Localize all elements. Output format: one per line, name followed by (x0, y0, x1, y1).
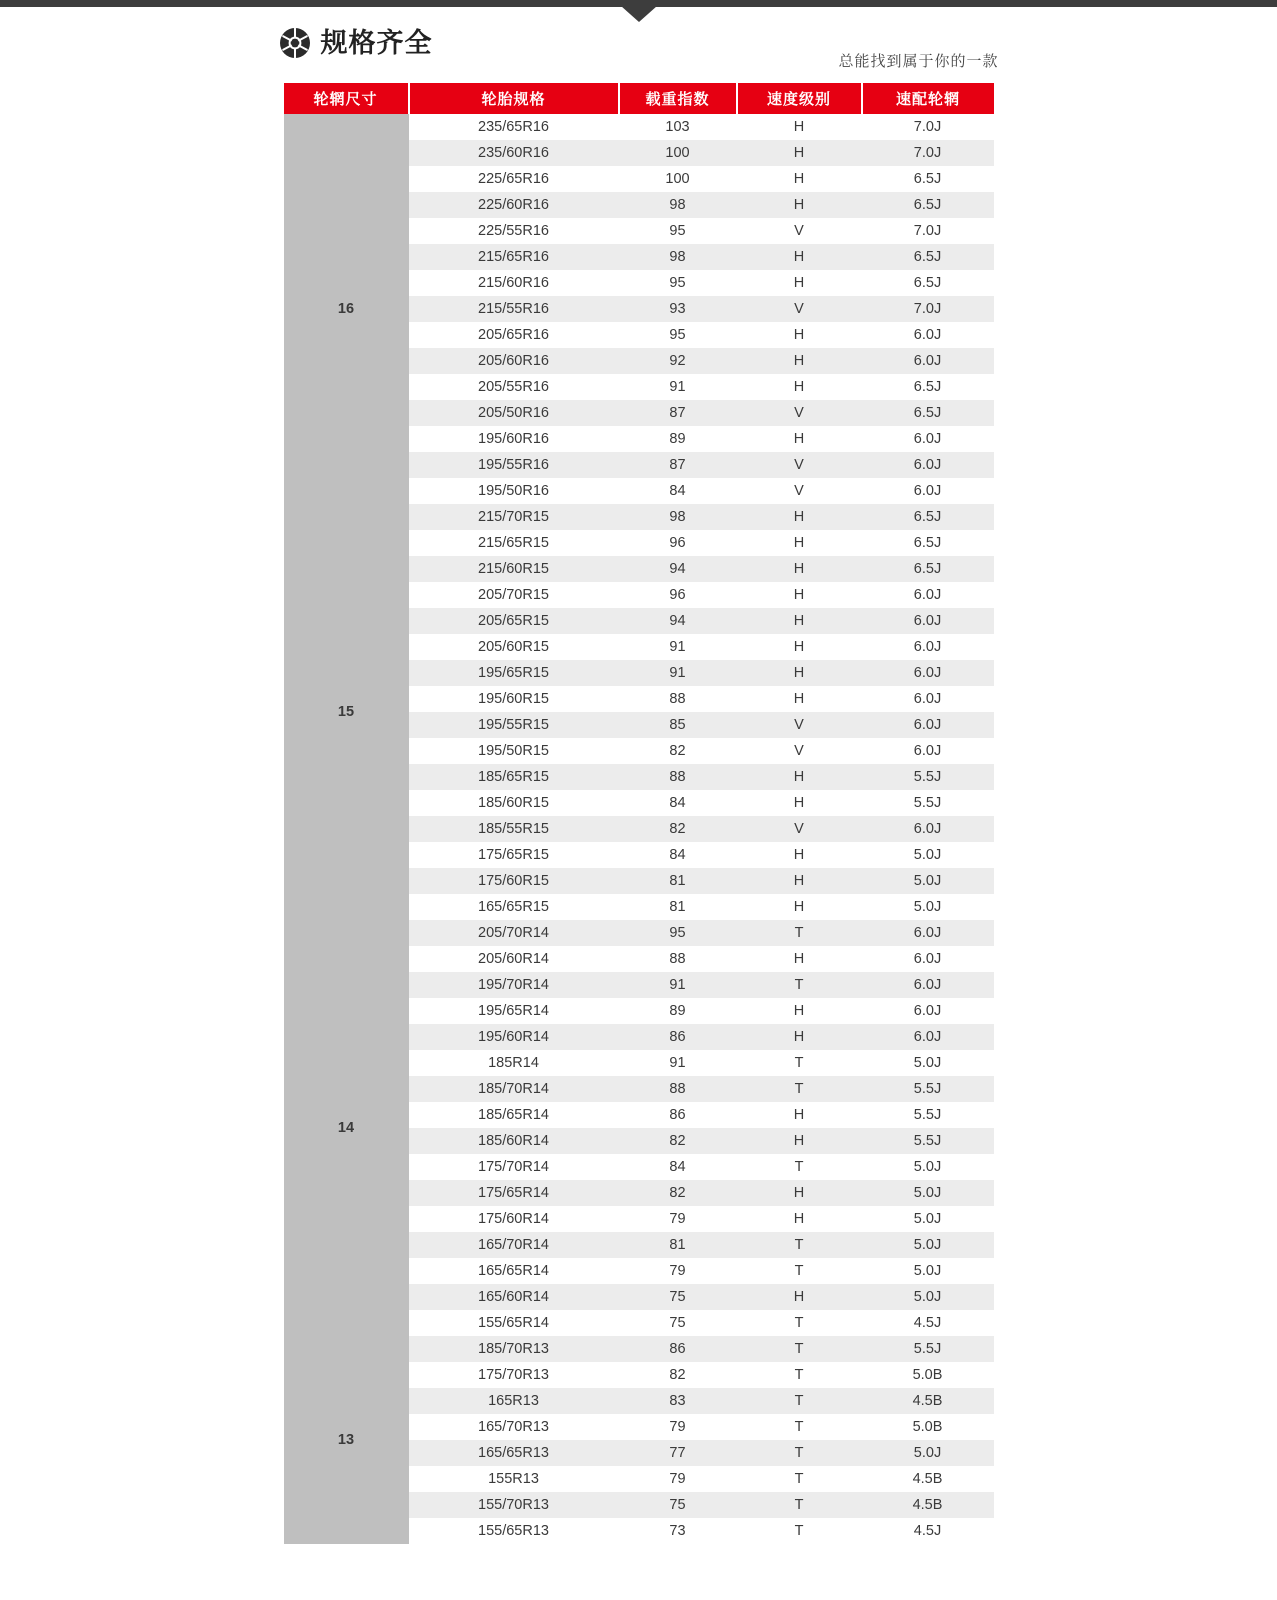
matching-rim-cell: 5.5J (862, 1102, 994, 1128)
matching-rim-cell: 5.0J (862, 1232, 994, 1258)
speed-rating-cell: V (737, 452, 862, 478)
matching-rim-cell: 7.0J (862, 296, 994, 322)
rim-size-cell: 13 (284, 1336, 409, 1544)
matching-rim-cell: 6.0J (862, 816, 994, 842)
tire-spec-cell: 205/60R16 (409, 348, 619, 374)
matching-rim-cell: 6.0J (862, 972, 994, 998)
table-row (284, 1336, 994, 1362)
tire-spec-cell: 235/65R16 (409, 114, 619, 140)
load-index-cell: 98 (619, 192, 737, 218)
speed-rating-cell: H (737, 1128, 862, 1154)
speed-rating-cell: H (737, 1284, 862, 1310)
load-index-cell: 75 (619, 1492, 737, 1518)
matching-rim-cell: 5.0J (862, 1284, 994, 1310)
matching-rim-cell: 6.0J (862, 660, 994, 686)
tire-spec-cell: 165/65R13 (409, 1440, 619, 1466)
tire-spec-cell: 215/55R16 (409, 296, 619, 322)
speed-rating-cell: T (737, 1466, 862, 1492)
tire-spec-cell: 155/65R13 (409, 1518, 619, 1544)
matching-rim-cell: 5.5J (862, 1128, 994, 1154)
tire-spec-cell: 205/70R14 (409, 920, 619, 946)
table-header-row (284, 83, 994, 114)
load-index-cell: 82 (619, 1180, 737, 1206)
matching-rim-cell: 6.0J (862, 348, 994, 374)
load-index-cell: 82 (619, 816, 737, 842)
tire-spec-cell: 225/65R16 (409, 166, 619, 192)
load-index-cell: 95 (619, 920, 737, 946)
speed-rating-cell: H (737, 140, 862, 166)
tire-spec-cell: 205/65R15 (409, 608, 619, 634)
page-title: 规格齐全 (320, 28, 433, 58)
table-row (284, 920, 994, 946)
matching-rim-cell: 5.0J (862, 868, 994, 894)
load-index-cell: 84 (619, 842, 737, 868)
matching-rim-cell: 5.0B (862, 1414, 994, 1440)
matching-rim-cell: 6.5J (862, 192, 994, 218)
top-bar (0, 0, 1277, 7)
speed-rating-cell: H (737, 348, 862, 374)
matching-rim-cell: 5.0J (862, 1440, 994, 1466)
speed-rating-cell: V (737, 478, 862, 504)
matching-rim-cell: 5.5J (862, 764, 994, 790)
matching-rim-cell: 6.5J (862, 374, 994, 400)
matching-rim-cell: 6.0J (862, 946, 994, 972)
speed-rating-cell: T (737, 1336, 862, 1362)
tire-spec-cell: 165/65R14 (409, 1258, 619, 1284)
speed-rating-cell: T (737, 1388, 862, 1414)
matching-rim-cell: 5.0J (862, 1206, 994, 1232)
matching-rim-cell: 6.0J (862, 634, 994, 660)
load-index-cell: 89 (619, 998, 737, 1024)
load-index-cell: 79 (619, 1466, 737, 1492)
tire-spec-cell: 195/55R15 (409, 712, 619, 738)
load-index-cell: 75 (619, 1310, 737, 1336)
load-index-cell: 95 (619, 270, 737, 296)
speed-rating-cell: H (737, 686, 862, 712)
load-index-cell: 91 (619, 374, 737, 400)
load-index-cell: 83 (619, 1388, 737, 1414)
speed-rating-cell: T (737, 1154, 862, 1180)
matching-rim-cell: 6.0J (862, 478, 994, 504)
tire-spec-cell: 165/65R15 (409, 894, 619, 920)
matching-rim-cell: 4.5J (862, 1310, 994, 1336)
speed-rating-cell: H (737, 868, 862, 894)
speed-rating-cell: H (737, 530, 862, 556)
load-index-cell: 89 (619, 426, 737, 452)
column-header-matching-rim: 速配轮辋 (862, 83, 994, 114)
tire-spec-cell: 185/60R14 (409, 1128, 619, 1154)
speed-rating-cell: V (737, 400, 862, 426)
column-header-tire-spec: 轮胎规格 (409, 83, 619, 114)
rim-size-cell: 14 (284, 920, 409, 1336)
tire-spec-cell: 165/60R14 (409, 1284, 619, 1310)
tire-spec-cell: 175/65R14 (409, 1180, 619, 1206)
matching-rim-cell: 6.0J (862, 1024, 994, 1050)
load-index-cell: 84 (619, 478, 737, 504)
speed-rating-cell: T (737, 1258, 862, 1284)
load-index-cell: 91 (619, 634, 737, 660)
matching-rim-cell: 6.5J (862, 504, 994, 530)
rim-size-cell: 16 (284, 114, 409, 504)
matching-rim-cell: 6.0J (862, 426, 994, 452)
load-index-cell: 84 (619, 790, 737, 816)
tire-spec-cell: 185/65R14 (409, 1102, 619, 1128)
matching-rim-cell: 7.0J (862, 114, 994, 140)
speed-rating-cell: H (737, 166, 862, 192)
load-index-cell: 81 (619, 894, 737, 920)
header-left-group (279, 27, 433, 59)
spec-table-wrapper (284, 83, 994, 1544)
load-index-cell: 75 (619, 1284, 737, 1310)
speed-rating-cell: H (737, 842, 862, 868)
speed-rating-cell: H (737, 192, 862, 218)
matching-rim-cell: 6.5J (862, 530, 994, 556)
load-index-cell: 100 (619, 140, 737, 166)
matching-rim-cell: 5.0J (862, 1050, 994, 1076)
tire-spec-cell: 215/65R15 (409, 530, 619, 556)
speed-rating-cell: H (737, 660, 862, 686)
load-index-cell: 85 (619, 712, 737, 738)
speed-rating-cell: H (737, 556, 862, 582)
load-index-cell: 88 (619, 764, 737, 790)
tire-spec-cell: 195/55R16 (409, 452, 619, 478)
speed-rating-cell: H (737, 946, 862, 972)
tire-spec-cell: 155R13 (409, 1466, 619, 1492)
speed-rating-cell: H (737, 634, 862, 660)
tire-spec-cell: 235/60R16 (409, 140, 619, 166)
tire-spec-cell: 205/70R15 (409, 582, 619, 608)
matching-rim-cell: 4.5B (862, 1388, 994, 1414)
speed-rating-cell: H (737, 894, 862, 920)
load-index-cell: 77 (619, 1440, 737, 1466)
speed-rating-cell: T (737, 1440, 862, 1466)
matching-rim-cell: 6.5J (862, 556, 994, 582)
matching-rim-cell: 4.5B (862, 1466, 994, 1492)
tire-spec-cell: 215/60R16 (409, 270, 619, 296)
speed-rating-cell: H (737, 322, 862, 348)
speed-rating-cell: V (737, 218, 862, 244)
speed-rating-cell: H (737, 244, 862, 270)
tire-spec-cell: 165R13 (409, 1388, 619, 1414)
load-index-cell: 88 (619, 1076, 737, 1102)
tire-spec-cell: 195/60R14 (409, 1024, 619, 1050)
rim-size-cell: 15 (284, 504, 409, 920)
table-head (284, 83, 994, 114)
matching-rim-cell: 6.0J (862, 920, 994, 946)
speed-rating-cell: H (737, 374, 862, 400)
tire-spec-cell: 155/70R13 (409, 1492, 619, 1518)
matching-rim-cell: 7.0J (862, 140, 994, 166)
load-index-cell: 96 (619, 582, 737, 608)
gear-icon (279, 27, 311, 59)
speed-rating-cell: H (737, 1206, 862, 1232)
tire-spec-cell: 185/65R15 (409, 764, 619, 790)
tire-spec-cell: 215/70R15 (409, 504, 619, 530)
section-header (279, 25, 999, 73)
load-index-cell: 100 (619, 166, 737, 192)
matching-rim-cell: 5.0J (862, 842, 994, 868)
speed-rating-cell: H (737, 426, 862, 452)
speed-rating-cell: H (737, 114, 862, 140)
load-index-cell: 86 (619, 1102, 737, 1128)
load-index-cell: 73 (619, 1518, 737, 1544)
matching-rim-cell: 6.5J (862, 400, 994, 426)
matching-rim-cell: 6.5J (862, 270, 994, 296)
matching-rim-cell: 7.0J (862, 218, 994, 244)
tire-spec-cell: 185/60R15 (409, 790, 619, 816)
speed-rating-cell: V (737, 296, 862, 322)
load-index-cell: 95 (619, 218, 737, 244)
load-index-cell: 87 (619, 452, 737, 478)
tire-spec-cell: 195/50R15 (409, 738, 619, 764)
tire-spec-cell: 185/55R15 (409, 816, 619, 842)
load-index-cell: 95 (619, 322, 737, 348)
load-index-cell: 86 (619, 1024, 737, 1050)
load-index-cell: 88 (619, 946, 737, 972)
load-index-cell: 96 (619, 530, 737, 556)
matching-rim-cell: 6.0J (862, 608, 994, 634)
speed-rating-cell: V (737, 712, 862, 738)
speed-rating-cell: H (737, 1024, 862, 1050)
tire-spec-cell: 195/65R15 (409, 660, 619, 686)
matching-rim-cell: 4.5B (862, 1492, 994, 1518)
matching-rim-cell: 6.0J (862, 582, 994, 608)
matching-rim-cell: 5.0J (862, 1180, 994, 1206)
tire-spec-cell: 195/60R16 (409, 426, 619, 452)
load-index-cell: 87 (619, 400, 737, 426)
speed-rating-cell: H (737, 1180, 862, 1206)
speed-rating-cell: H (737, 1102, 862, 1128)
tire-spec-cell: 205/60R15 (409, 634, 619, 660)
tire-spec-cell: 215/60R15 (409, 556, 619, 582)
tire-spec-table (284, 83, 994, 1544)
tire-spec-cell: 185/70R13 (409, 1336, 619, 1362)
column-header-load-index: 载重指数 (619, 83, 737, 114)
matching-rim-cell: 5.0B (862, 1362, 994, 1388)
load-index-cell: 79 (619, 1414, 737, 1440)
tire-spec-cell: 205/55R16 (409, 374, 619, 400)
table-row (284, 114, 994, 140)
speed-rating-cell: V (737, 816, 862, 842)
speed-rating-cell: H (737, 582, 862, 608)
tire-spec-cell: 225/60R16 (409, 192, 619, 218)
tire-spec-cell: 205/50R16 (409, 400, 619, 426)
matching-rim-cell: 6.0J (862, 712, 994, 738)
load-index-cell: 98 (619, 504, 737, 530)
speed-rating-cell: V (737, 738, 862, 764)
tire-spec-cell: 195/60R15 (409, 686, 619, 712)
matching-rim-cell: 6.0J (862, 686, 994, 712)
table-row (284, 504, 994, 530)
speed-rating-cell: H (737, 998, 862, 1024)
load-index-cell: 91 (619, 1050, 737, 1076)
tire-spec-cell: 165/70R13 (409, 1414, 619, 1440)
matching-rim-cell: 5.5J (862, 790, 994, 816)
matching-rim-cell: 4.5J (862, 1518, 994, 1544)
load-index-cell: 82 (619, 1128, 737, 1154)
tire-spec-cell: 225/55R16 (409, 218, 619, 244)
speed-rating-cell: T (737, 1362, 862, 1388)
tire-spec-cell: 185/70R14 (409, 1076, 619, 1102)
speed-rating-cell: T (737, 920, 862, 946)
load-index-cell: 81 (619, 868, 737, 894)
matching-rim-cell: 5.5J (862, 1336, 994, 1362)
matching-rim-cell: 5.0J (862, 1154, 994, 1180)
load-index-cell: 82 (619, 1362, 737, 1388)
load-index-cell: 92 (619, 348, 737, 374)
load-index-cell: 82 (619, 738, 737, 764)
tire-spec-cell: 185R14 (409, 1050, 619, 1076)
tire-spec-cell: 195/70R14 (409, 972, 619, 998)
speed-rating-cell: T (737, 1518, 862, 1544)
speed-rating-cell: H (737, 270, 862, 296)
load-index-cell: 88 (619, 686, 737, 712)
tire-spec-cell: 175/70R14 (409, 1154, 619, 1180)
tire-spec-cell: 205/65R16 (409, 322, 619, 348)
speed-rating-cell: T (737, 1232, 862, 1258)
speed-rating-cell: H (737, 790, 862, 816)
top-bar-notch (621, 6, 657, 22)
tire-spec-cell: 155/65R14 (409, 1310, 619, 1336)
speed-rating-cell: T (737, 1310, 862, 1336)
table-body (284, 114, 994, 1544)
tire-spec-cell: 175/60R14 (409, 1206, 619, 1232)
header-subtitle: 总能找到属于你的一款 (838, 53, 999, 70)
speed-rating-cell: H (737, 608, 862, 634)
matching-rim-cell: 6.0J (862, 738, 994, 764)
speed-rating-cell: T (737, 972, 862, 998)
load-index-cell: 91 (619, 660, 737, 686)
speed-rating-cell: T (737, 1414, 862, 1440)
tire-spec-cell: 175/60R15 (409, 868, 619, 894)
speed-rating-cell: H (737, 504, 862, 530)
speed-rating-cell: T (737, 1050, 862, 1076)
load-index-cell: 79 (619, 1206, 737, 1232)
matching-rim-cell: 6.0J (862, 452, 994, 478)
matching-rim-cell: 5.0J (862, 1258, 994, 1284)
tire-spec-cell: 195/65R14 (409, 998, 619, 1024)
matching-rim-cell: 6.0J (862, 322, 994, 348)
load-index-cell: 93 (619, 296, 737, 322)
tire-spec-cell: 215/65R16 (409, 244, 619, 270)
matching-rim-cell: 6.5J (862, 166, 994, 192)
load-index-cell: 98 (619, 244, 737, 270)
column-header-speed-rating: 速度级别 (737, 83, 862, 114)
matching-rim-cell: 6.0J (862, 998, 994, 1024)
speed-rating-cell: T (737, 1492, 862, 1518)
load-index-cell: 79 (619, 1258, 737, 1284)
load-index-cell: 103 (619, 114, 737, 140)
tire-spec-cell: 195/50R16 (409, 478, 619, 504)
load-index-cell: 91 (619, 972, 737, 998)
tire-spec-cell: 175/65R15 (409, 842, 619, 868)
matching-rim-cell: 5.5J (862, 1076, 994, 1102)
speed-rating-cell: H (737, 764, 862, 790)
matching-rim-cell: 6.5J (862, 244, 994, 270)
load-index-cell: 94 (619, 556, 737, 582)
load-index-cell: 94 (619, 608, 737, 634)
tire-spec-cell: 205/60R14 (409, 946, 619, 972)
column-header-rim-size: 轮辋尺寸 (284, 83, 409, 114)
load-index-cell: 86 (619, 1336, 737, 1362)
load-index-cell: 81 (619, 1232, 737, 1258)
tire-spec-cell: 165/70R14 (409, 1232, 619, 1258)
load-index-cell: 84 (619, 1154, 737, 1180)
matching-rim-cell: 5.0J (862, 894, 994, 920)
speed-rating-cell: T (737, 1076, 862, 1102)
tire-spec-cell: 175/70R13 (409, 1362, 619, 1388)
